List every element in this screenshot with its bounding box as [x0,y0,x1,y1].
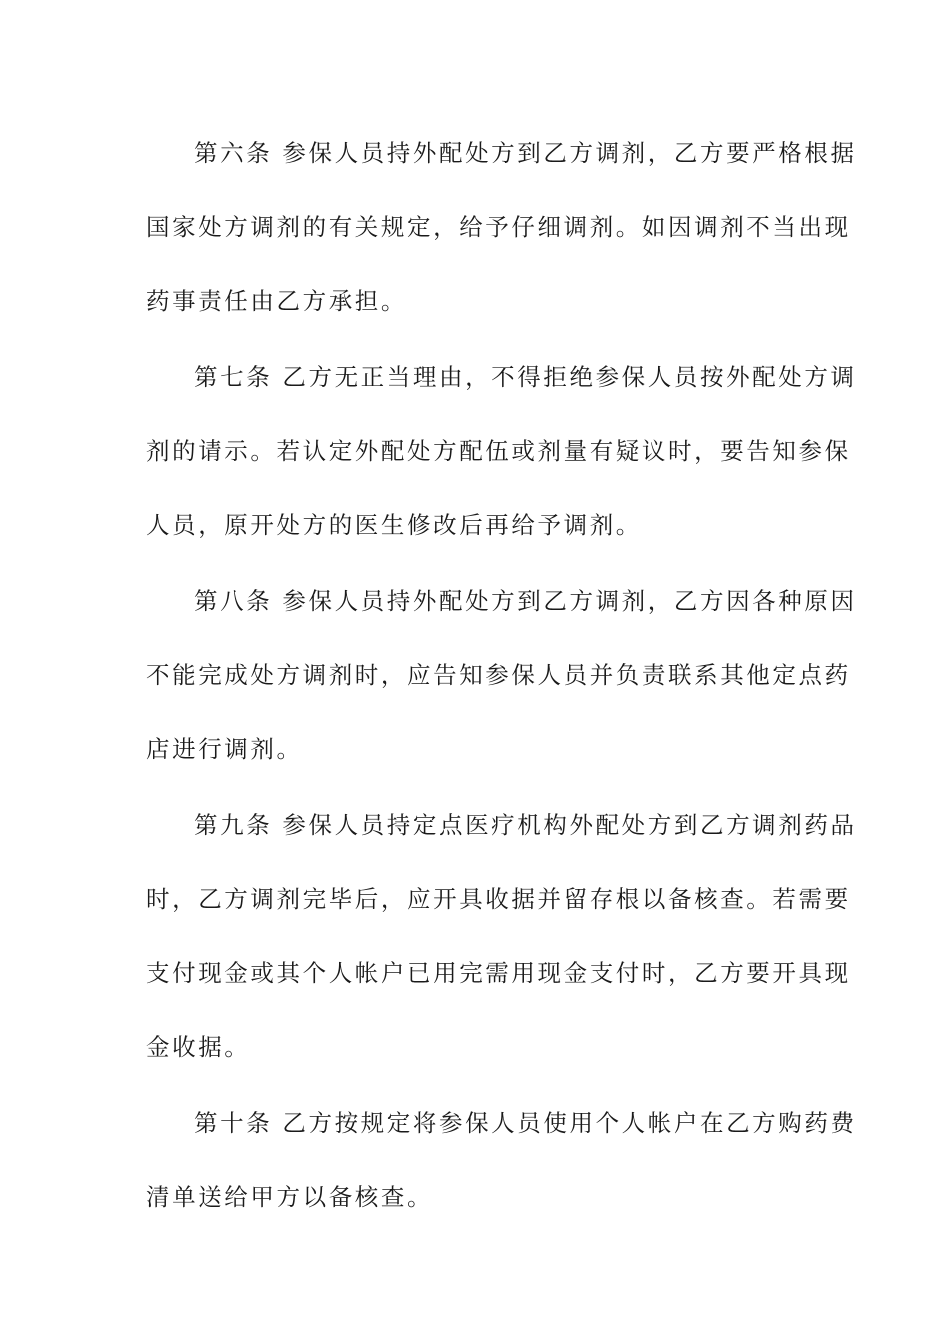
text-line: 第六条 参保人员持外配处方到乙方调剂，乙方要严格根据 [194,139,857,167]
text-line: 支付现金或其个人帐户已用完需用现金支付时，乙方要开具现 [146,959,851,987]
text-line: 金收据。 [146,1033,251,1061]
text-line: 第八条 参保人员持外配处方到乙方调剂，乙方因各种原因 [194,587,857,615]
text-line: 国家处方调剂的有关规定，给予仔细调剂。如因调剂不当出现 [146,213,851,241]
text-line: 店进行调剂。 [146,735,303,763]
text-line: 第九条 参保人员持定点医疗机构外配处方到乙方调剂药品 [194,811,857,839]
text-line: 人员，原开处方的医生修改后再给予调剂。 [146,511,642,539]
text-line: 药事责任由乙方承担。 [146,287,407,315]
text-line: 第十条 乙方按规定将参保人员使用个人帐户在乙方购药费 [194,1109,857,1137]
text-line: 清单送给甲方以备核查。 [146,1183,434,1211]
text-line: 不能完成处方调剂时，应告知参保人员并负责联系其他定点药 [146,661,851,689]
text-line: 时，乙方调剂完毕后，应开具收据并留存根以备核查。若需要 [146,885,851,913]
text-line: 剂的请示。若认定外配处方配伍或剂量有疑议时，要告知参保 [146,437,851,465]
text-line: 第七条 乙方无正当理由，不得拒绝参保人员按外配处方调 [194,363,857,391]
